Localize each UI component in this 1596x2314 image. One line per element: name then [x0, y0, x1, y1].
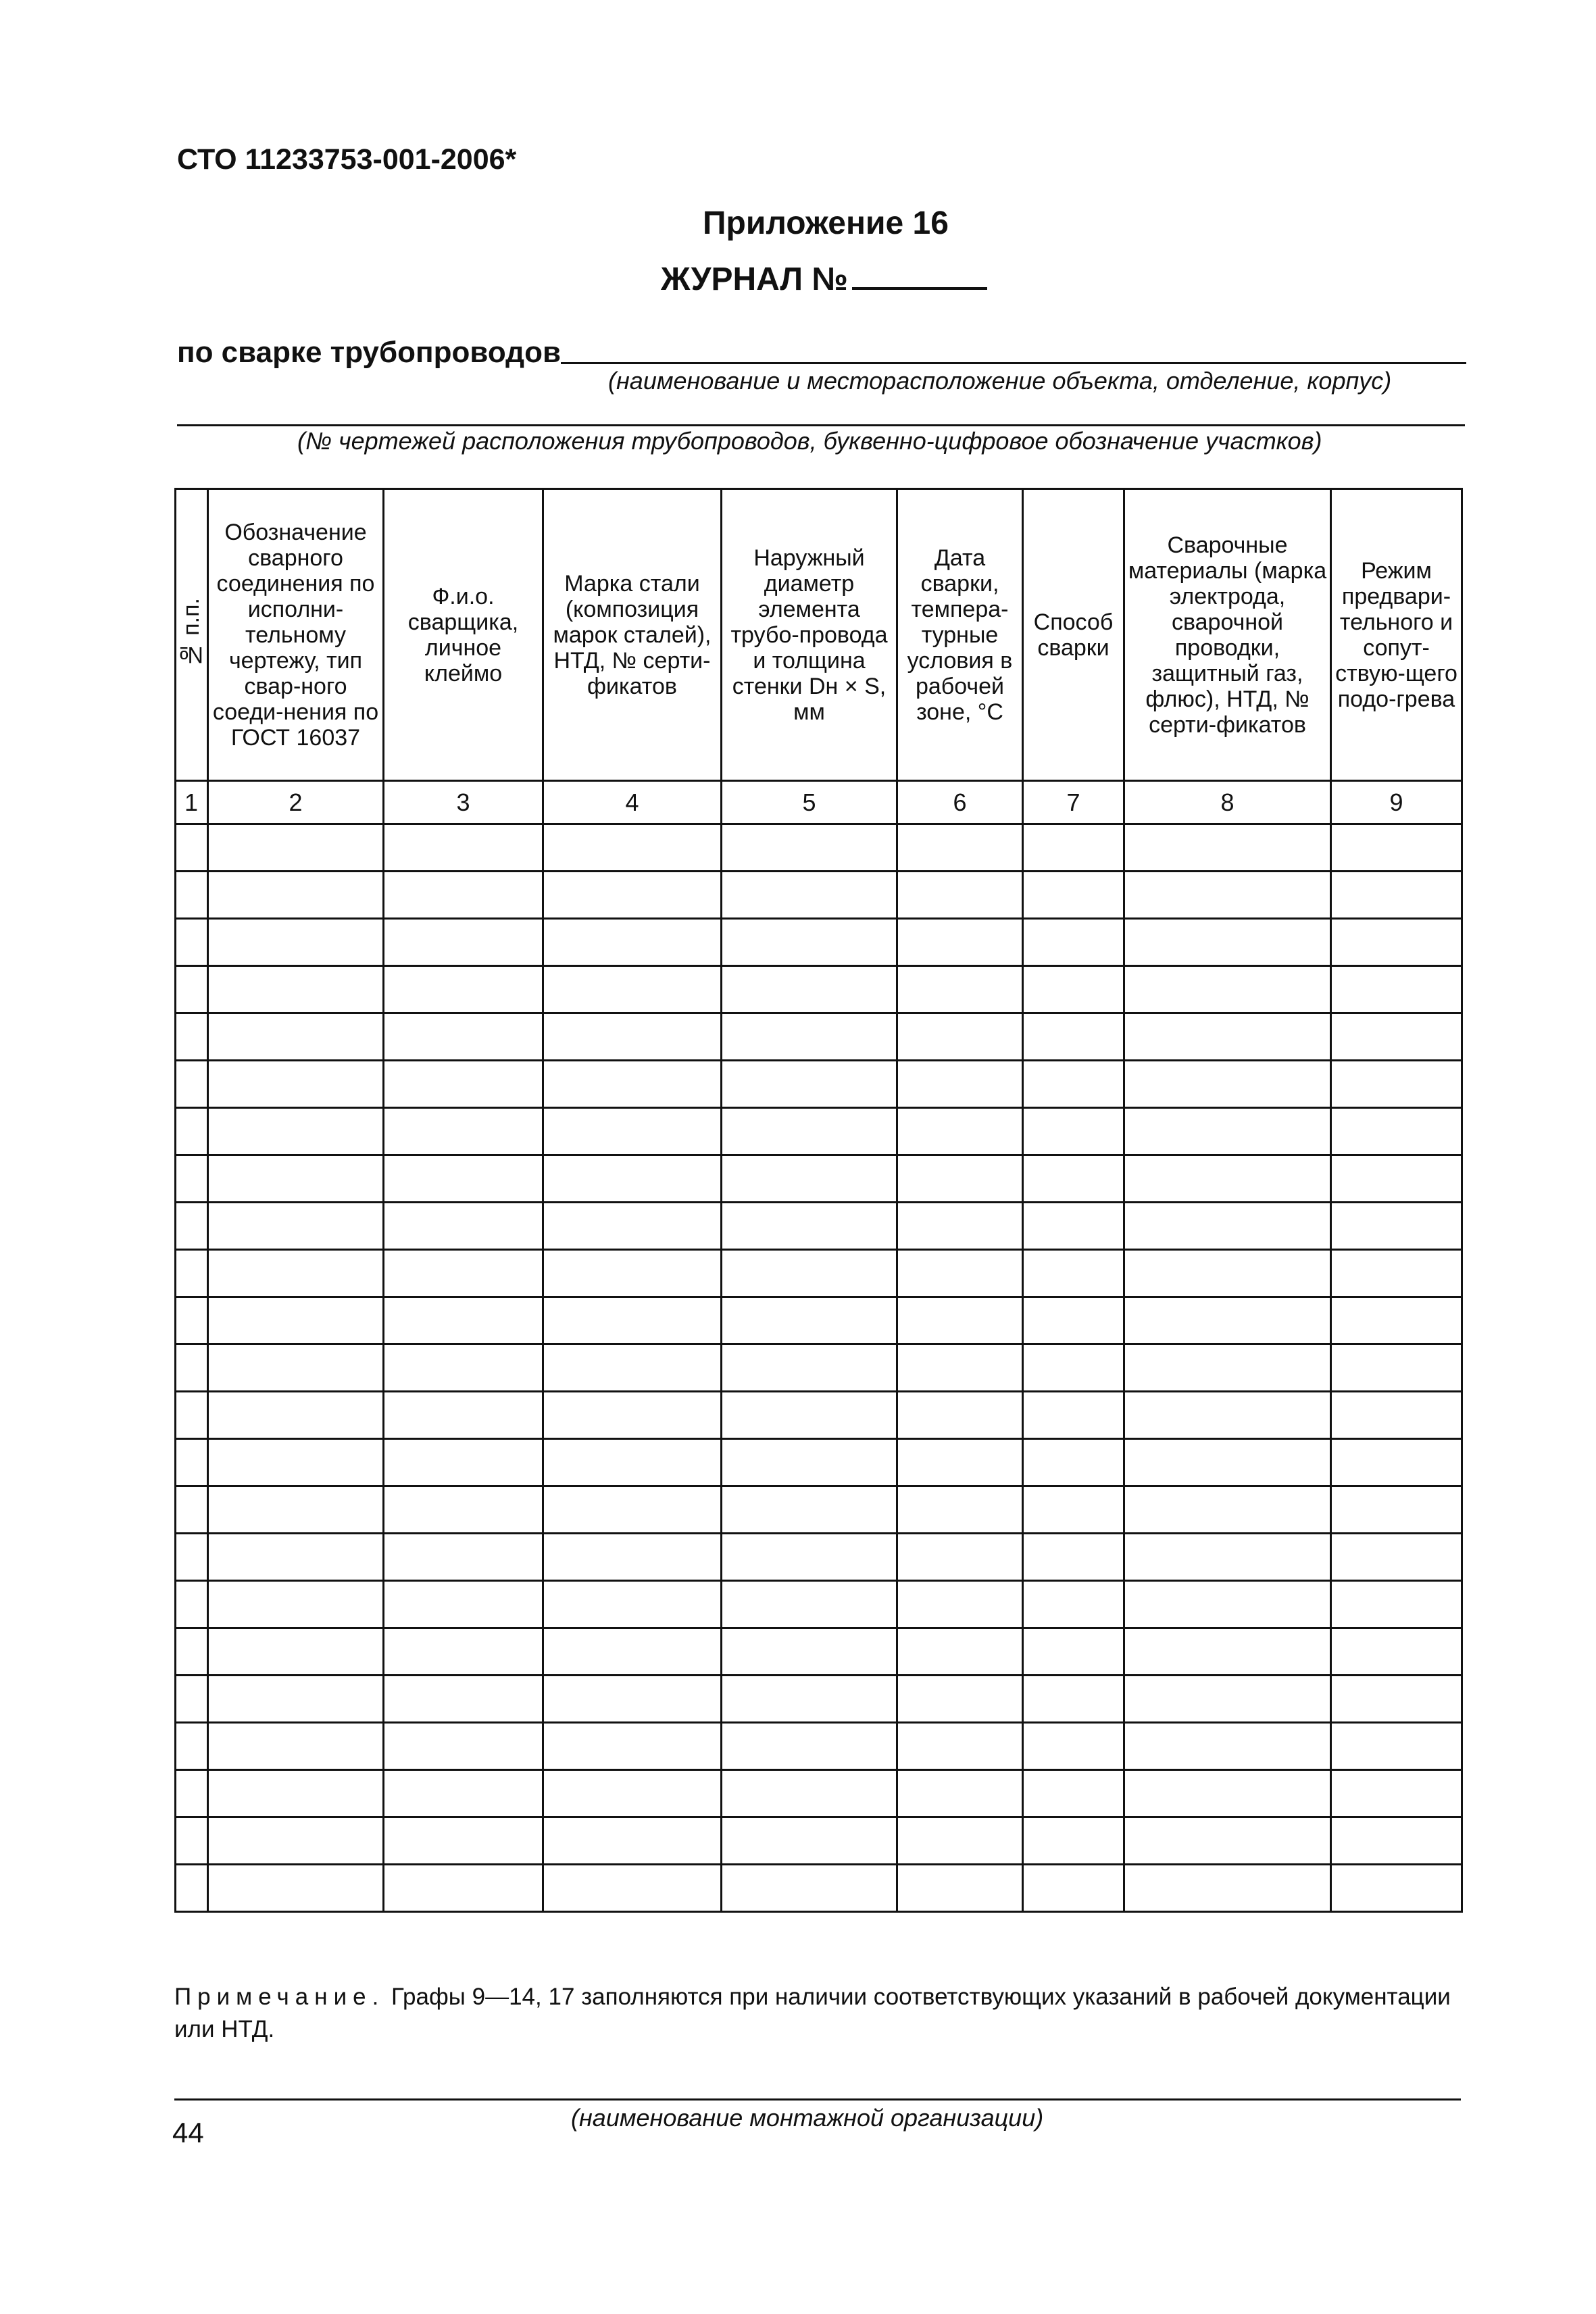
table-cell [1124, 1817, 1331, 1865]
table-cell [897, 1108, 1023, 1155]
table-cell [208, 1061, 384, 1108]
table-cell [1023, 1865, 1124, 1912]
table-cell [897, 1865, 1023, 1912]
table-cell [208, 1108, 384, 1155]
table-cell [543, 1486, 722, 1534]
table-row [176, 1723, 1462, 1770]
table-cell [1331, 824, 1462, 872]
table-cell [722, 1203, 897, 1250]
table-cell [897, 1155, 1023, 1203]
table-cell [208, 1013, 384, 1061]
table-cell [1023, 1392, 1124, 1439]
table-cell [1331, 1203, 1462, 1250]
table-cell [543, 1628, 722, 1676]
table-cell [384, 1344, 543, 1392]
table-cell [1124, 1013, 1331, 1061]
table-cell [1023, 1676, 1124, 1723]
table-cell [384, 1392, 543, 1439]
table-cell [722, 966, 897, 1013]
table-cell [543, 1061, 722, 1108]
page-number: 44 [172, 2117, 204, 2148]
table-cell [1023, 872, 1124, 919]
table-cell [1023, 1723, 1124, 1770]
table-cell [208, 872, 384, 919]
table-cell [722, 1344, 897, 1392]
table-cell [1023, 1344, 1124, 1392]
table-row [176, 1108, 1462, 1155]
table-cell [208, 1534, 384, 1581]
table-cell [722, 1817, 897, 1865]
table-cell [722, 872, 897, 919]
table-cell [722, 1250, 897, 1297]
table-cell [208, 1817, 384, 1865]
table-cell [1124, 1628, 1331, 1676]
table-cell [543, 1439, 722, 1486]
table-cell [722, 1155, 897, 1203]
col-header-7: Способ сварки [1023, 489, 1124, 781]
table-header-row [176, 489, 1462, 781]
table-cell [1331, 1865, 1462, 1912]
table-row [176, 1628, 1462, 1676]
table-cell [176, 1203, 208, 1250]
drawings-line [177, 424, 1465, 426]
table-cell [1023, 1817, 1124, 1865]
table-row [176, 872, 1462, 919]
table-cell [1023, 1250, 1124, 1297]
appendix-title: Приложение 16 [703, 205, 949, 241]
table-cell [176, 824, 208, 872]
table-cell [384, 824, 543, 872]
table-cell [543, 1344, 722, 1392]
table-cell [384, 919, 543, 966]
table-cell [722, 1486, 897, 1534]
table-cell [1124, 1108, 1331, 1155]
table-cell [1023, 824, 1124, 872]
table-cell [1124, 1723, 1331, 1770]
table-cell [722, 1865, 897, 1912]
table-cell [1023, 1203, 1124, 1250]
table-cell [384, 1817, 543, 1865]
table-cell [384, 1061, 543, 1108]
table-cell [722, 1534, 897, 1581]
table-cell [543, 1770, 722, 1817]
table-row [176, 1770, 1462, 1817]
table-cell [1124, 1392, 1331, 1439]
table-body [176, 824, 1462, 1912]
table-cell [176, 1297, 208, 1344]
table-row [176, 1297, 1462, 1344]
table-cell [543, 1297, 722, 1344]
table-cell [1331, 1013, 1462, 1061]
object-label: по сварке трубопроводов [177, 336, 562, 369]
table-cell [176, 1250, 208, 1297]
table-cell [384, 1865, 543, 1912]
table-cell [208, 1676, 384, 1723]
table-cell [1124, 1297, 1331, 1344]
col-number-6: 6 [897, 781, 1023, 824]
table-cell [543, 1392, 722, 1439]
table-cell [176, 1013, 208, 1061]
table-cell [176, 1155, 208, 1203]
table-cell [384, 1676, 543, 1723]
table-cell [176, 1439, 208, 1486]
table-cell [543, 919, 722, 966]
table-cell [1124, 919, 1331, 966]
table-cell [1331, 1581, 1462, 1628]
table-row [176, 1392, 1462, 1439]
table-cell [722, 1392, 897, 1439]
table-cell [1124, 1344, 1331, 1392]
table-cell [176, 1061, 208, 1108]
table-cell [1023, 1297, 1124, 1344]
col-header-2: Обозначение сварного соединения по исполни-тельному чертежу, тип свар-ного соеди-нения по ГОСТ 16037 [208, 489, 384, 781]
table-cell [897, 1534, 1023, 1581]
table-cell [722, 1676, 897, 1723]
table-cell [1331, 1486, 1462, 1534]
table-cell [384, 966, 543, 1013]
table-cell [1331, 1297, 1462, 1344]
table-cell [384, 1534, 543, 1581]
table-row [176, 1250, 1462, 1297]
col-header-3: Ф.и.о. сварщика, личное клеймо [384, 489, 543, 781]
table-row [176, 1344, 1462, 1392]
table-cell [897, 1344, 1023, 1392]
table-cell [543, 1534, 722, 1581]
table-cell [208, 1770, 384, 1817]
table-cell [1331, 1628, 1462, 1676]
drawings-caption: (№ чертежей расположения трубопроводов, буквенно-цифровое обозначение участков) [297, 427, 1322, 455]
col-number-9: 9 [1331, 781, 1462, 824]
table-cell [1023, 966, 1124, 1013]
table-row [176, 1203, 1462, 1250]
table-cell [1124, 1486, 1331, 1534]
table-cell [897, 824, 1023, 872]
table-cell [1331, 919, 1462, 966]
table-cell [176, 1486, 208, 1534]
table-cell [897, 1770, 1023, 1817]
table-cell [208, 1723, 384, 1770]
col-header-5: Наружный диаметр элемента трубо-провода и толщина стенки Dн × S, мм [722, 489, 897, 781]
table-row [176, 966, 1462, 1013]
table-cell [384, 1581, 543, 1628]
table-cell [1124, 1061, 1331, 1108]
table-cell [543, 824, 722, 872]
table-cell [384, 1439, 543, 1486]
table-cell [384, 1155, 543, 1203]
table-cell [176, 1628, 208, 1676]
table-cell [1331, 872, 1462, 919]
table-cell [1023, 919, 1124, 966]
table-cell [176, 1723, 208, 1770]
table-cell [722, 1770, 897, 1817]
table-cell [384, 1108, 543, 1155]
table-cell [543, 1817, 722, 1865]
table-cell [384, 1770, 543, 1817]
table-cell [1331, 1723, 1462, 1770]
object-name-line [561, 362, 1466, 364]
table-row [176, 919, 1462, 966]
table-row [176, 1817, 1462, 1865]
organization-line [174, 2098, 1461, 2101]
table-row [176, 1676, 1462, 1723]
table-cell [208, 1392, 384, 1439]
table-cell [1331, 1676, 1462, 1723]
table-cell [897, 1723, 1023, 1770]
table-cell [543, 1723, 722, 1770]
table-cell [208, 1344, 384, 1392]
table-row [176, 824, 1462, 872]
table-cell [384, 1628, 543, 1676]
col-header-1: № п.п. [176, 489, 208, 781]
col-header-9: Режим предвари-тельного и сопут-ствую-щего подо-грева [1331, 489, 1462, 781]
table-cell [176, 1770, 208, 1817]
table-row [176, 1534, 1462, 1581]
table-cell [722, 1013, 897, 1061]
table-row [176, 1061, 1462, 1108]
table-cell [897, 872, 1023, 919]
note [174, 1981, 1461, 2046]
table-cell [543, 1108, 722, 1155]
table-cell [176, 1534, 208, 1581]
table-row [176, 1581, 1462, 1628]
journal-label: ЖУРНАЛ № [661, 261, 848, 297]
table-cell [1023, 1108, 1124, 1155]
table-cell [1124, 1770, 1331, 1817]
table-cell [722, 1723, 897, 1770]
table-cell [543, 1013, 722, 1061]
table-cell [208, 824, 384, 872]
table-cell [1331, 1061, 1462, 1108]
col-header-8: Сварочные материалы (марка электрода, сварочной проводки, защитный газ, флюс), НТД, № серти-фикатов [1124, 489, 1331, 781]
table-cell [897, 1297, 1023, 1344]
table-cell [176, 872, 208, 919]
table-cell [1124, 1203, 1331, 1250]
table-cell [176, 1344, 208, 1392]
table-cell [897, 1250, 1023, 1297]
table-cell [897, 1013, 1023, 1061]
table-cell [1331, 1250, 1462, 1297]
col-header-6: Дата сварки, темпера-турные условия в рабочей зоне, °С [897, 489, 1023, 781]
table-cell [208, 1297, 384, 1344]
table-cell [897, 1061, 1023, 1108]
table-cell [897, 919, 1023, 966]
col-number-7: 7 [1023, 781, 1124, 824]
table-cell [176, 1865, 208, 1912]
table-cell [543, 1865, 722, 1912]
table-cell [897, 1817, 1023, 1865]
table-cell [543, 872, 722, 919]
table-cell [1023, 1581, 1124, 1628]
table-cell [208, 1865, 384, 1912]
table-cell [384, 1486, 543, 1534]
table-cell [1124, 824, 1331, 872]
table-cell [208, 1486, 384, 1534]
col-number-2: 2 [208, 781, 384, 824]
table-cell [176, 1392, 208, 1439]
table-cell [208, 919, 384, 966]
table-row [176, 1439, 1462, 1486]
table-cell [1331, 1534, 1462, 1581]
table-cell [543, 1155, 722, 1203]
table-cell [897, 1581, 1023, 1628]
table-cell [1124, 1581, 1331, 1628]
table-cell [1124, 1534, 1331, 1581]
col-header-4: Марка стали (композиция марок сталей), НТД, № серти-фикатов [543, 489, 722, 781]
table-cell [897, 1439, 1023, 1486]
table-cell [1023, 1628, 1124, 1676]
note-text: Графы 9—14, 17 заполняются при наличии соответствующих указаний в рабочей документации или НТД. [174, 1984, 1451, 2042]
table-cell [1023, 1534, 1124, 1581]
table-row [176, 1865, 1462, 1912]
table-cell [384, 1723, 543, 1770]
table-cell [1124, 1250, 1331, 1297]
table-cell [1023, 1013, 1124, 1061]
table-cell [1331, 966, 1462, 1013]
document-code: СТО 11233753-001-2006* [177, 143, 517, 176]
object-caption: (наименование и месторасположение объекта, отделение, корпус) [608, 367, 1392, 395]
table-cell [1331, 1439, 1462, 1486]
col-number-3: 3 [384, 781, 543, 824]
journal-title [661, 260, 987, 298]
table-cell [208, 966, 384, 1013]
table-cell [208, 1628, 384, 1676]
table-cell [208, 1155, 384, 1203]
table-cell [384, 1297, 543, 1344]
table-cell [897, 966, 1023, 1013]
table-cell [722, 1061, 897, 1108]
table-cell [384, 1250, 543, 1297]
table-row [176, 1486, 1462, 1534]
table-cell [722, 1439, 897, 1486]
table-cell [1331, 1108, 1462, 1155]
table-cell [208, 1203, 384, 1250]
table-cell [384, 1203, 543, 1250]
table-cell [1023, 1486, 1124, 1534]
table-cell [1124, 1439, 1331, 1486]
table-cell [722, 1108, 897, 1155]
table-cell [543, 1203, 722, 1250]
table-cell [722, 824, 897, 872]
table-cell [543, 1250, 722, 1297]
table-cell [722, 1581, 897, 1628]
table-cell [208, 1581, 384, 1628]
table-cell [176, 1676, 208, 1723]
table-cell [1331, 1392, 1462, 1439]
table-row [176, 1013, 1462, 1061]
table-cell [1124, 1676, 1331, 1723]
table-cell [1023, 1770, 1124, 1817]
table-cell [176, 1581, 208, 1628]
table-cell [897, 1676, 1023, 1723]
table-cell [897, 1203, 1023, 1250]
table-cell [543, 966, 722, 1013]
table-cell [384, 872, 543, 919]
table-cell [1023, 1061, 1124, 1108]
table-cell [722, 1628, 897, 1676]
organization-caption: (наименование монтажной организации) [571, 2104, 1044, 2132]
table-cell [1124, 872, 1331, 919]
table-cell [1331, 1817, 1462, 1865]
table-cell [208, 1439, 384, 1486]
table-cell [722, 1297, 897, 1344]
table-cell [1023, 1439, 1124, 1486]
table-cell [1331, 1770, 1462, 1817]
table-cell [543, 1676, 722, 1723]
table-cell [208, 1250, 384, 1297]
table-cell [176, 966, 208, 1013]
col-number-5: 5 [722, 781, 897, 824]
table-cell [897, 1392, 1023, 1439]
table-cell [897, 1628, 1023, 1676]
table-cell [1331, 1155, 1462, 1203]
table-cell [1124, 1155, 1331, 1203]
table-cell [176, 919, 208, 966]
col-number-1: 1 [176, 781, 208, 824]
table-cell [543, 1581, 722, 1628]
table-cell [1331, 1344, 1462, 1392]
col-number-8: 8 [1124, 781, 1331, 824]
table-cell [1023, 1155, 1124, 1203]
table-cell [722, 919, 897, 966]
table-cell [176, 1108, 208, 1155]
journal-table [174, 488, 1463, 1913]
note-prefix: Примечание. [174, 1984, 385, 2010]
column-number-row [176, 781, 1462, 824]
table-cell [176, 1817, 208, 1865]
col-number-4: 4 [543, 781, 722, 824]
table-cell [384, 1013, 543, 1061]
table-cell [897, 1486, 1023, 1534]
table-cell [1124, 966, 1331, 1013]
journal-number-blank [852, 260, 987, 290]
table-cell [1124, 1865, 1331, 1912]
table-row [176, 1155, 1462, 1203]
